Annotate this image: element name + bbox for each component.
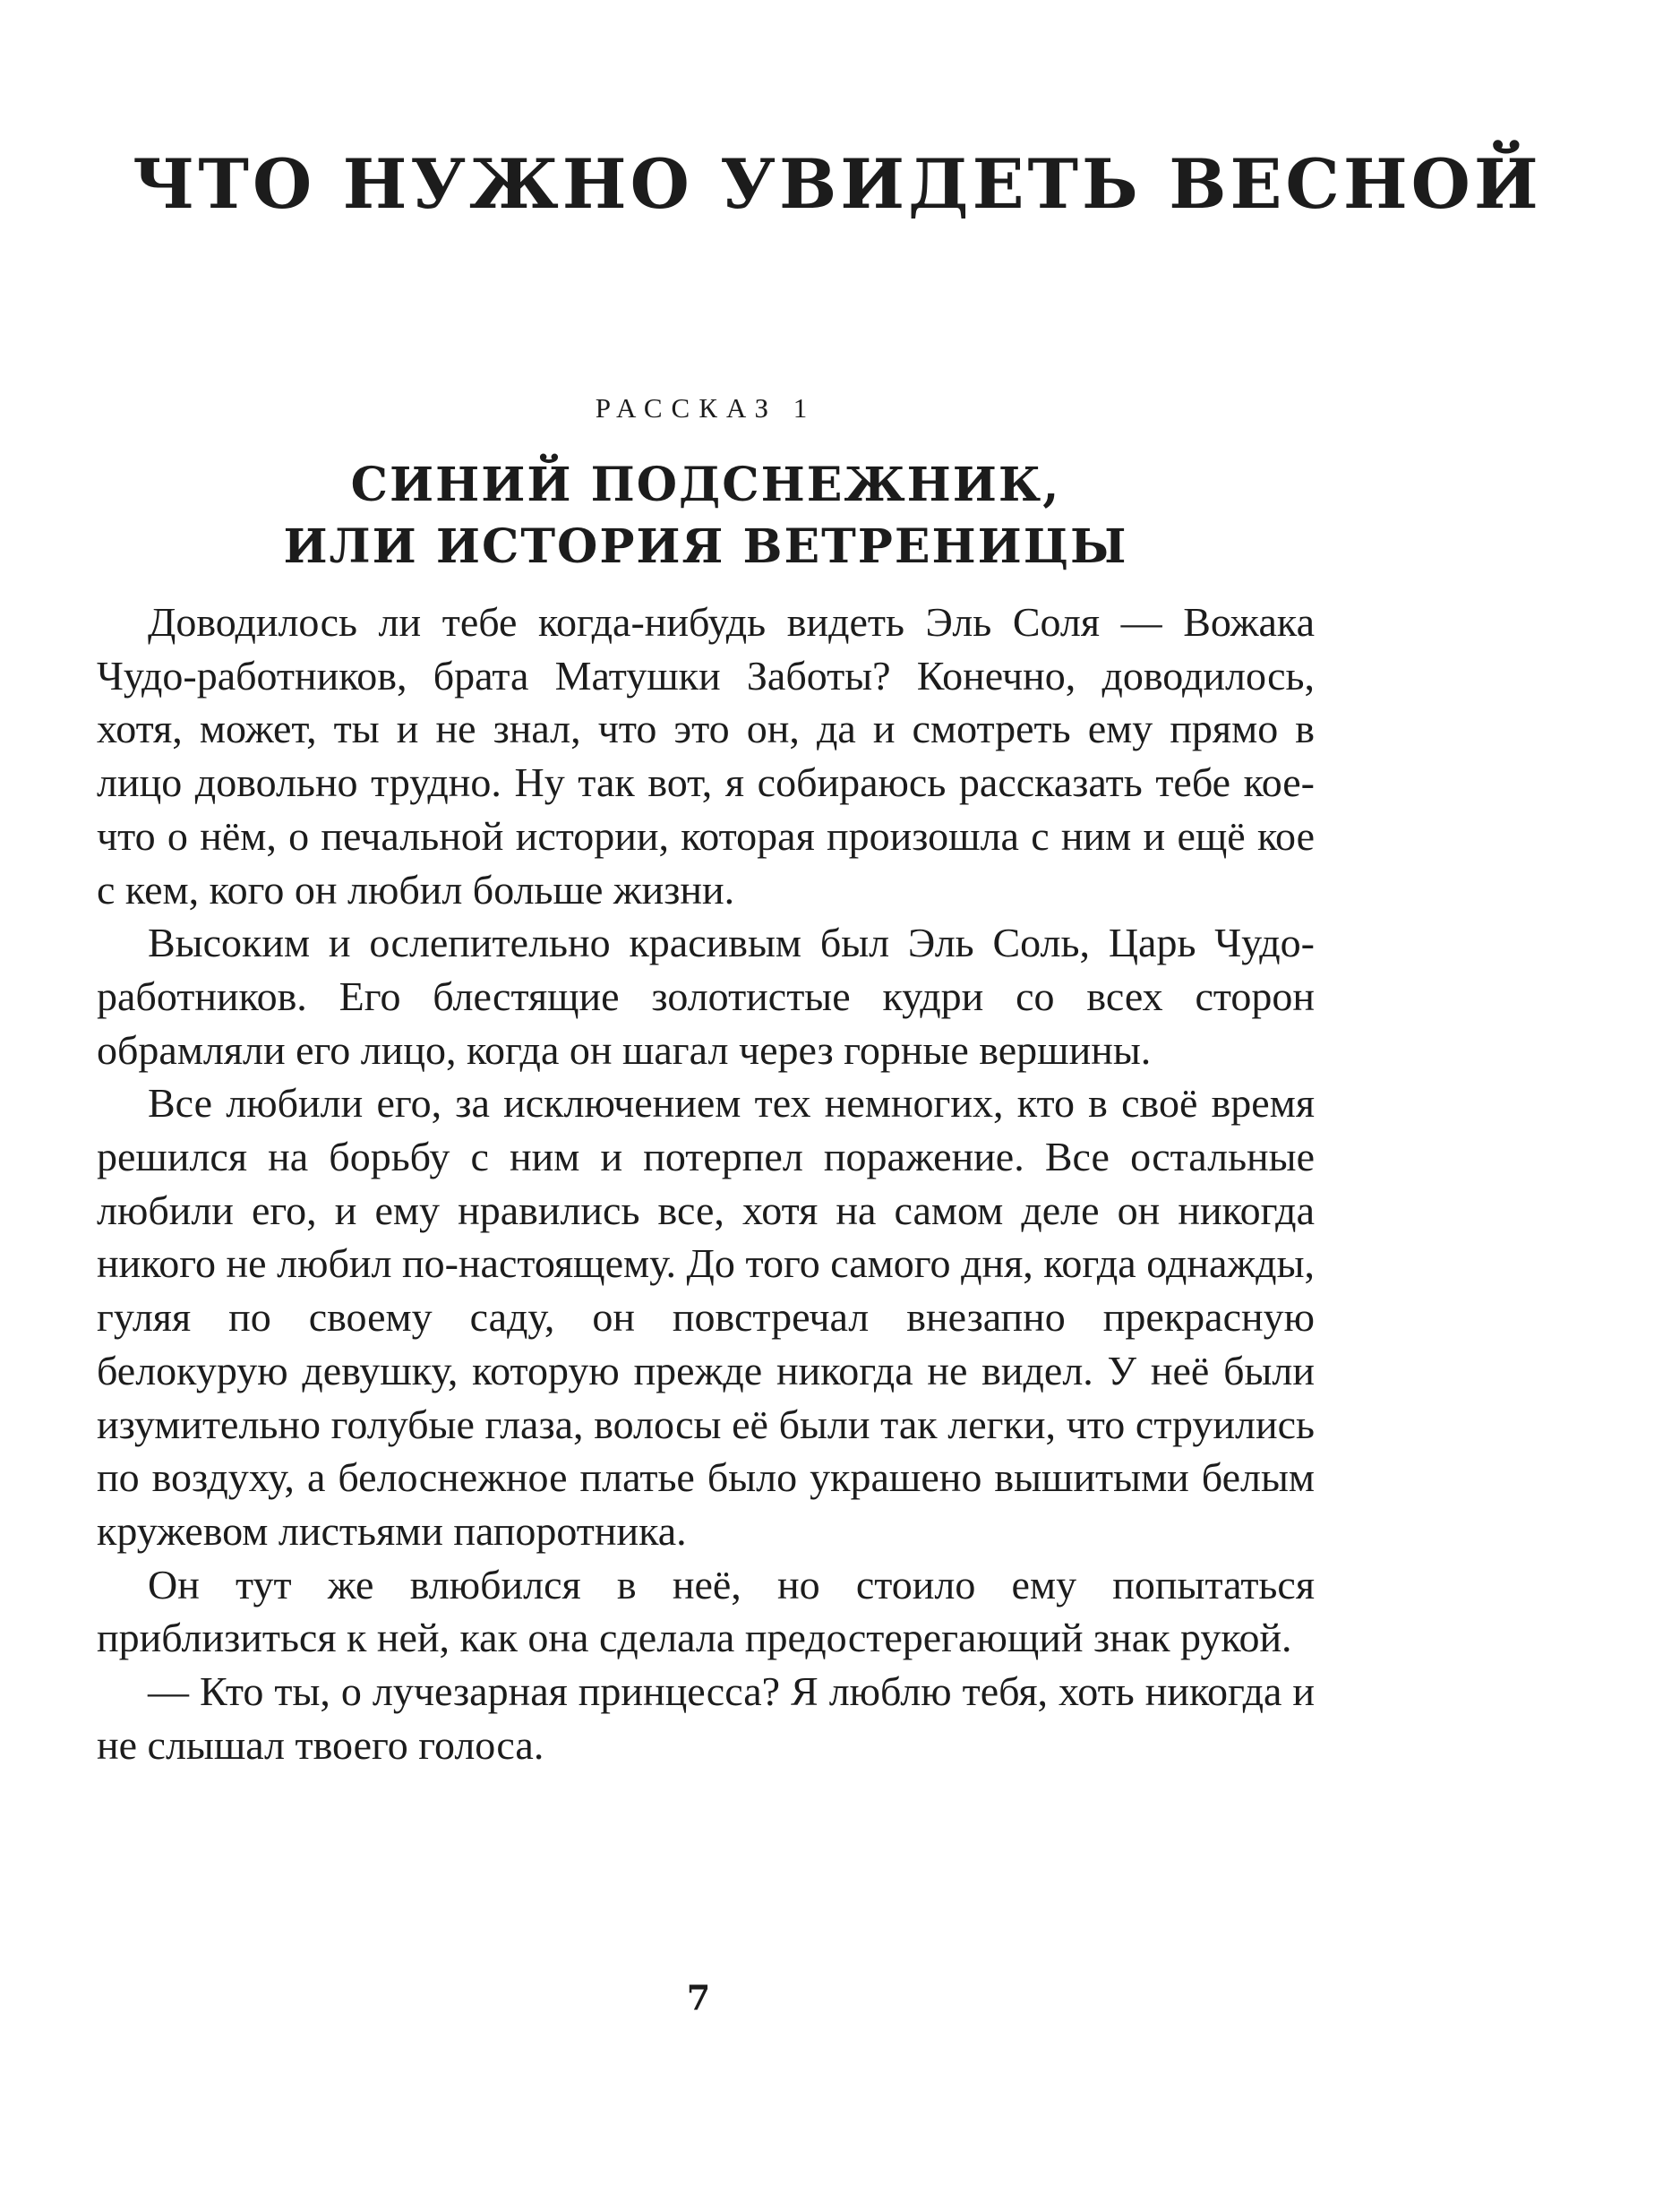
story-header bbox=[97, 394, 1315, 578]
story-label: РАССКАЗ 1 bbox=[595, 392, 817, 424]
paragraph: Доводилось ли тебе когда-нибудь видеть Эль Соля — Вожака Чудо-работников, брата Матушки Заботы? Конечно, доводилось, хотя, может, ты и не знал, что это он, да и смотреть ему прямо в лицо довольно трудно. Ну так вот, я собираюсь рассказать тебе кое-что о нём, о печальной истории, которая произошла с ним и ещё кое с кем, кого он любил больше жизни. bbox=[97, 599, 1315, 913]
page-number: 7 bbox=[686, 1977, 711, 2018]
paragraph: — Кто ты, о лучезарная принцесса? Я люблю тебя, хоть никогда и не слышал твоего голоса. bbox=[97, 1668, 1315, 1768]
story-title-line-1: СИНИЙ ПОДСНЕЖНИК, bbox=[350, 458, 1061, 512]
paragraph: Он тут же влюбился в неё, но стоило ему попытаться приблизиться к ней, как она сделала предостерегающий знак рукой. bbox=[97, 1561, 1315, 1661]
paragraph: Все любили его, за исключением тех немногих, кто в своё время решился на борьбу с ним и потерпел поражение. Все остальные любили его, и ему нравились все, хотя на самом деле он никогда никого не любил по-настоящему. До того самого дня, когда однажды, гуляя по своему саду, он повстречал внезапно прекрасную белокурую девушку, которую прежде никогда не видел. У неё были изумительно голубые глаза, волосы её были так легки, что струились по воздуху, а белоснежное платье было украшено вышитыми белым кружевом листьями папоротника. bbox=[97, 1080, 1315, 1554]
story-body bbox=[97, 596, 1315, 1771]
story-title-line-2: ИЛИ ИСТОРИЯ ВЕТРЕНИЦЫ bbox=[283, 519, 1128, 575]
section-title: ЧТО НУЖНО УВИДЕТЬ ВЕСНОЙ bbox=[133, 144, 1542, 224]
story-title bbox=[97, 454, 1315, 578]
paragraph: Высоким и ослепительно красивым был Эль Соль, Царь Чудо-работников. Его блестящие золотистые кудри со всех сторон обрамляли его лицо, когда он шагал через горные вершины. bbox=[97, 920, 1315, 1073]
